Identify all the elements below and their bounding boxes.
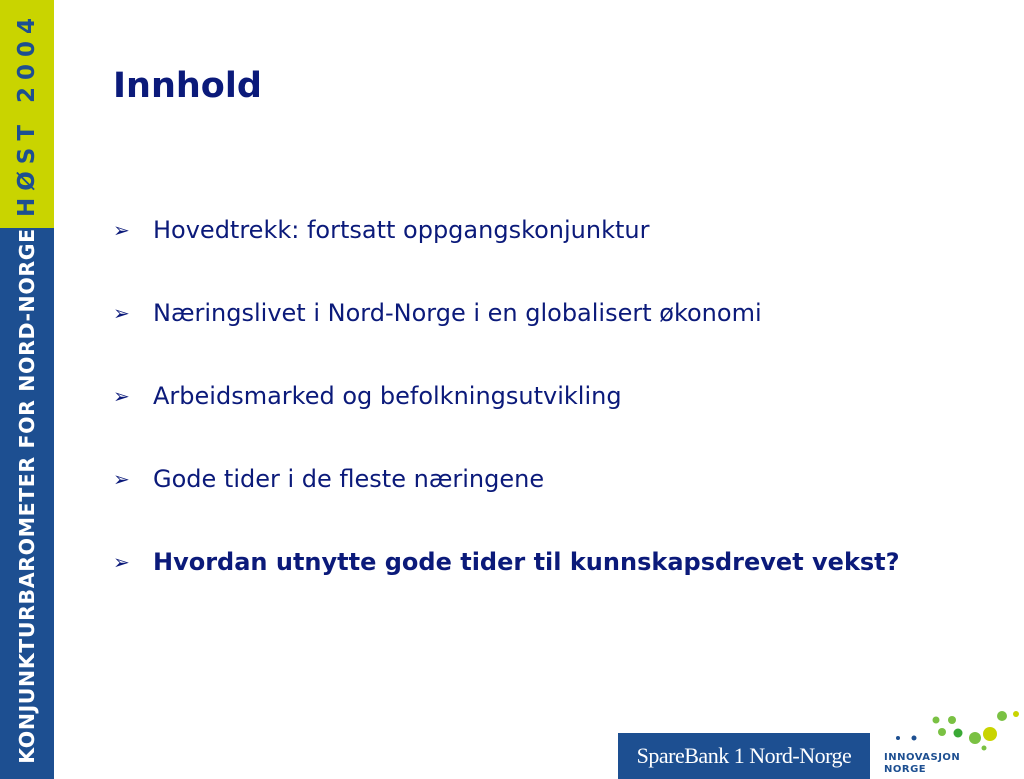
arrow-bullet-icon: ➢ xyxy=(113,218,130,242)
innovasjon-norge-logo xyxy=(880,708,1024,779)
arrow-bullet-icon: ➢ xyxy=(113,467,130,491)
sparebank-logo: SpareBank 1 Nord-Norge xyxy=(618,733,870,779)
bullet-item xyxy=(113,214,953,247)
bullet-text: Hovedtrekk: fortsatt oppgangskonjunktur xyxy=(153,216,650,244)
bullet-item xyxy=(113,463,953,496)
bullet-text: Hvordan utnytte gode tider til kunnskapsdrevet vekst? xyxy=(153,548,900,576)
bullet-item xyxy=(113,546,953,579)
slide-title: Innhold xyxy=(113,66,262,106)
arrow-bullet-icon: ➢ xyxy=(113,384,130,408)
banner-title-text: KONJUNKTURBAROMETER FOR NORD-NORGE xyxy=(15,228,39,764)
arrow-bullet-icon: ➢ xyxy=(113,301,130,325)
innovasjon-line-1: INNOVASJON xyxy=(884,752,961,763)
bullet-text: Næringslivet i Nord-Norge i en globalisert økonomi xyxy=(153,299,762,327)
banner-season-text: HØST 2004 xyxy=(14,10,40,218)
bullet-list xyxy=(113,214,953,629)
bullet-text: Arbeidsmarked og befolkningsutvikling xyxy=(153,382,622,410)
arrow-bullet-icon: ➢ xyxy=(113,550,130,574)
dots-logo-icon xyxy=(880,708,1024,752)
bullet-text: Gode tider i de fleste næringene xyxy=(153,465,545,493)
innovasjon-line-2: NORGE xyxy=(884,764,927,775)
bullet-item xyxy=(113,297,953,330)
bullet-item xyxy=(113,380,953,413)
innovasjon-norge-text xyxy=(884,752,960,776)
